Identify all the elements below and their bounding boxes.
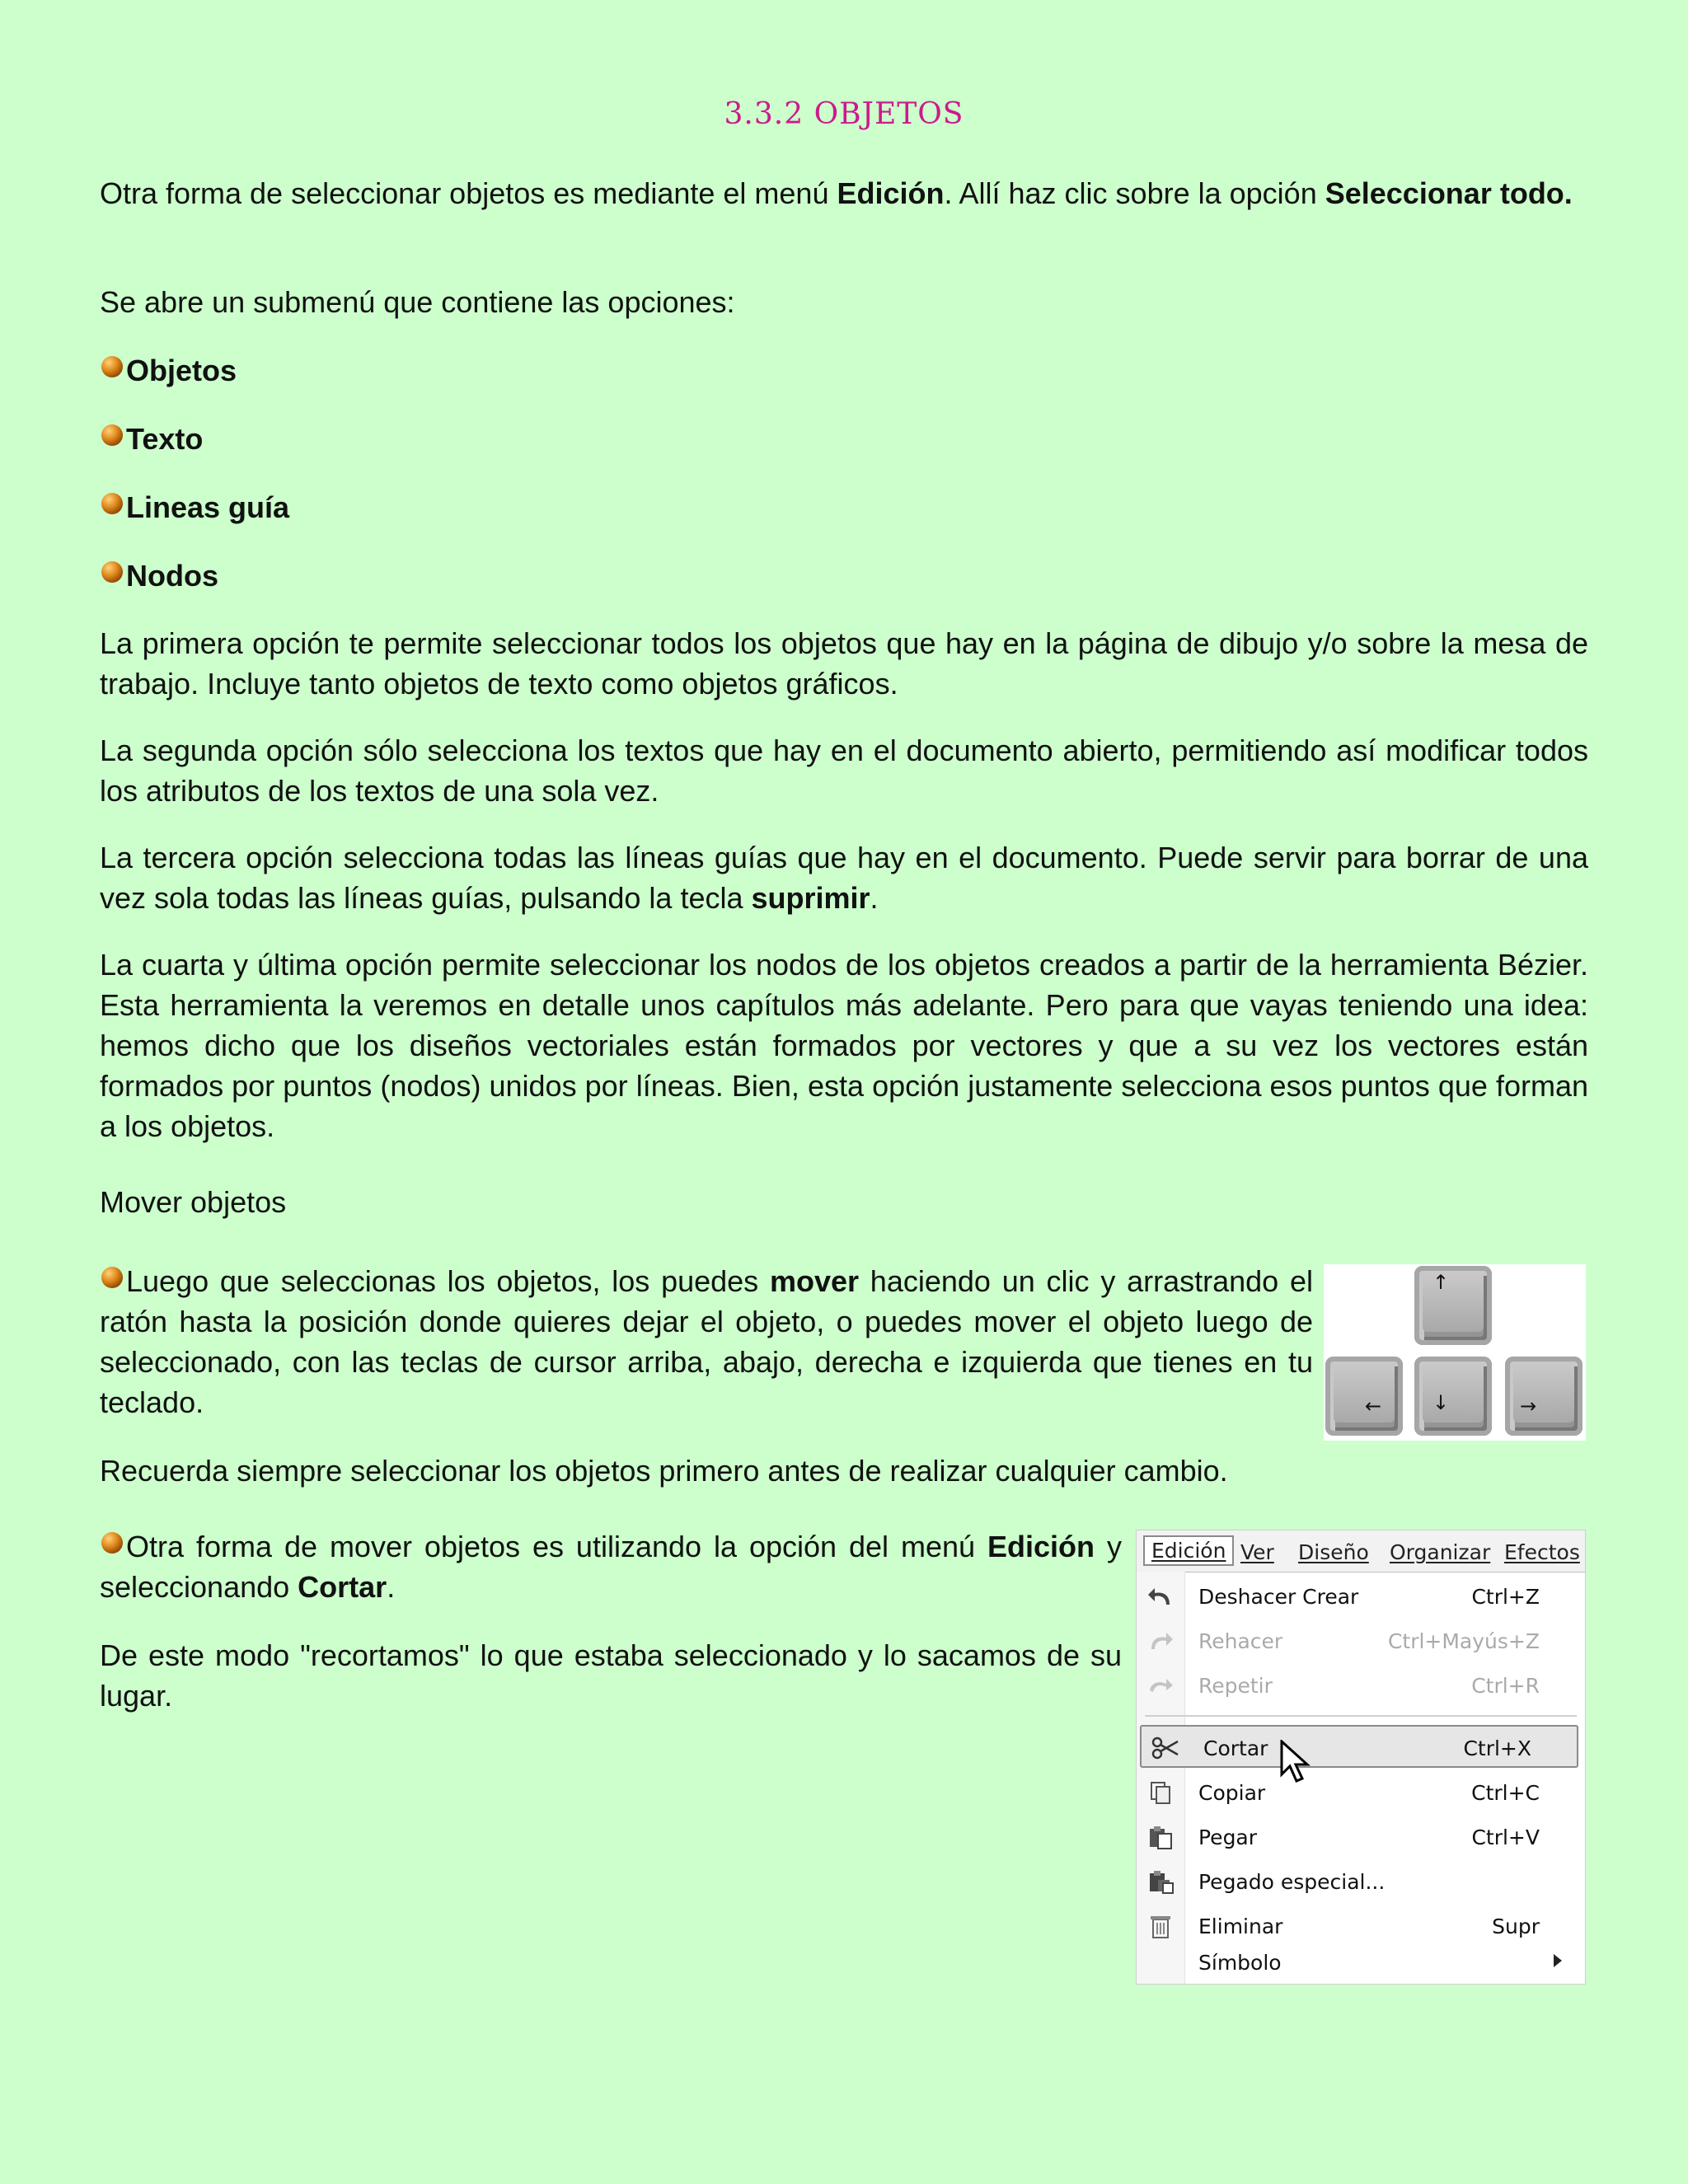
undo-icon <box>1146 1583 1175 1610</box>
menu-item-pegar: Pegar Ctrl+V <box>1137 1816 1585 1858</box>
option-item-texto: Texto <box>100 419 1588 459</box>
bullet-ball-icon <box>101 1267 123 1288</box>
arrow-left-key: ← <box>1325 1357 1403 1436</box>
menu-item-rehacer: Rehacer Ctrl+Mayús+Z <box>1137 1619 1585 1662</box>
menu-item-cortar: Cortar Ctrl+X <box>1140 1725 1578 1768</box>
menu-organizar: Organizar <box>1390 1540 1491 1564</box>
bullet-ball-icon <box>101 493 123 514</box>
bold-seleccionar-todo: Seleccionar todo. <box>1325 176 1573 210</box>
copy-icon <box>1146 1779 1175 1806</box>
paragraph-first-option: La primera opción te permite seleccionar todos los objetos que hay en la página de dibujo y/o sobre la mesa de trabajo. Incluye tanto objetos de texto como objetos gráficos. <box>100 626 1588 701</box>
menu-ver: Ver <box>1240 1540 1274 1564</box>
paste-icon <box>1146 1824 1175 1850</box>
menu-item-simbolo: Símbolo <box>1137 1941 1585 1984</box>
option-item-lineas-guia: Lineas guía <box>100 487 1588 527</box>
menu-item-eliminar: Eliminar Supr <box>1137 1905 1585 1947</box>
paragraph-second-option: La segunda opción sólo selecciona los textos que hay en el documento abierto, permitiendo así modificar todos los atributos de los textos de una sola vez. <box>100 733 1588 808</box>
option-item-objetos: Objetos <box>100 350 1588 391</box>
paragraph-move: Luego que seleccionas los objetos, los puedes mover haciendo un clic y arrastrando el ratón hasta la posición donde quieres dejar el objeto, o puedes mover el objeto luego de seleccionado, con las teclas de cursor arriba, abajo, derecha e izquierda que tienes en tu teclado. <box>100 1264 1313 1419</box>
menu-diseno: Diseño <box>1298 1540 1369 1564</box>
menu-item-deshacer: Deshacer Crear Ctrl+Z <box>1137 1575 1585 1618</box>
arrow-keys-image <box>1324 1264 1586 1441</box>
menu-item-copiar: Copiar Ctrl+C <box>1137 1771 1585 1814</box>
option-item-nodos: Nodos <box>100 555 1588 596</box>
subheading-mover-objetos: Mover objetos <box>100 1185 287 1219</box>
menu-item-repetir: Repetir Ctrl+R <box>1137 1664 1585 1707</box>
bullet-ball-icon <box>101 424 123 446</box>
repeat-icon <box>1146 1672 1175 1699</box>
paragraph-cut: Otra forma de mover objetos es utilizando la opción del menú Edición y seleccionando Cortar. <box>100 1530 1122 1604</box>
arrow-up-key: ↑ <box>1414 1266 1492 1345</box>
arrow-down-key: ↓ <box>1414 1357 1492 1436</box>
paste-special-icon <box>1146 1868 1175 1895</box>
trash-icon <box>1146 1913 1175 1939</box>
edit-menu-image <box>1136 1530 1586 1985</box>
section-title: 3.3.2 OBJETOS <box>724 97 964 131</box>
menu-efectos: Efectos <box>1504 1540 1580 1564</box>
menu-item-pegado-especial: Pegado especial... <box>1137 1860 1585 1903</box>
paragraph-fourth-option: La cuarta y última opción permite seleccionar los nodos de los objetos creados a partir de la herramienta Bézier. Esta herramienta la veremos en detalle unos capítulos más adelante. Pero para que vayas teniendo una idea: hemos dicho que los diseños vectoriales están formados por vectores y que a su vez los vectores están formados por puntos (nodos) unidos por líneas. Bien, esta opción justamente selecciona esos puntos que forman a los objetos. <box>100 948 1588 1143</box>
bullet-ball-icon <box>101 356 123 377</box>
paragraph-reminder: Recuerda siempre seleccionar los objetos primero antes de realizar cualquier cambio. <box>100 1454 1228 1488</box>
menu-bar <box>1137 1530 1585 1572</box>
arrow-right-key: → <box>1505 1357 1582 1436</box>
paragraph-recortamos: De este modo "recortamos" lo que estaba seleccionado y lo sacamos de su lugar. <box>100 1638 1122 1713</box>
bold-edicion: Edición <box>837 176 945 210</box>
menu-separator <box>1145 1715 1577 1717</box>
redo-icon <box>1146 1628 1175 1654</box>
paragraph-third-option: La tercera opción selecciona todas las líneas guías que hay en el documento. Puede servir para borrar de una vez sola todas las líneas guías, pulsando la tecla suprimir. <box>100 841 1588 915</box>
scissors-icon <box>1151 1735 1179 1761</box>
menu-edicion: Edición <box>1143 1535 1234 1566</box>
paragraph-submenu: Se abre un submenú que contiene las opciones: <box>100 285 735 319</box>
paragraph-intro: Otra forma de seleccionar objetos es mediante el menú Edición. Allí haz clic sobre la opción Seleccionar todo. <box>100 176 1573 210</box>
submenu-arrow-icon <box>1554 1954 1562 1967</box>
bullet-ball-icon <box>101 1532 123 1554</box>
bullet-ball-icon <box>101 561 123 583</box>
